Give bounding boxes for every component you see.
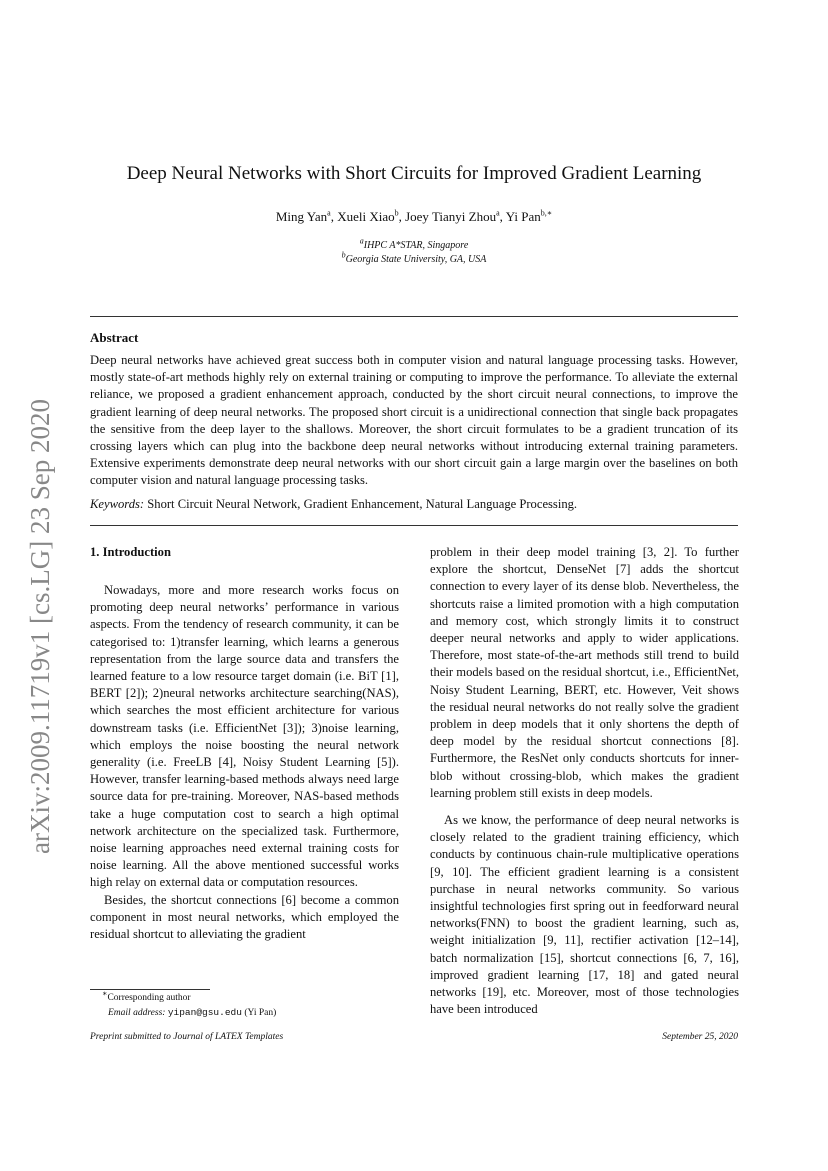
affiliation-text: Georgia State University, GA, USA — [345, 254, 487, 265]
left-column — [90, 582, 399, 943]
affiliation-text: IHPC A*STAR, Singapore — [363, 240, 469, 251]
affiliation-marker: b — [341, 250, 346, 260]
author-name: , Yi Pan — [499, 209, 541, 224]
email-owner: (Yi Pan) — [241, 1008, 277, 1018]
divider — [90, 525, 738, 526]
arxiv-id-text: arXiv:2009.11719v1 [cs.LG] 23 Sep 2020 — [25, 399, 55, 854]
author-name: , Joey Tianyi Zhou — [398, 209, 497, 224]
footnote-rule — [90, 989, 210, 990]
author-list — [60, 209, 768, 225]
abstract-text: Deep neural networks have achieved great success both in computer vision and natural language processing tasks. However, mostly state-of-art methods highly rely on external training or computing to improve the performance. To alleviate the external reliance, we proposed a gradient enhancement approach, conducted by the short circuit neural connections, to improve the gradient learning of deep neural networks. The proposed short circuit is a unidirectional connection that single back propagates the sensitive from the deep layer to the shallows. Moreover, the short circuit formulates to be a gradient truncation of its crossing layers which can plug into the backbone deep neural networks without introducing external training parameters. Extensive experiments demonstrate deep neural networks with our short circuit gain a large margin over the baselines on both computer vision and natural language processing tasks. — [90, 353, 738, 488]
footnote-text: Corresponding author — [107, 993, 191, 1003]
paragraph: Besides, the shortcut connections [6] become a common component in most neural networks, which employed the residual shortcut to alleviating the gradient — [90, 892, 399, 942]
email-label: Email address: — [108, 1008, 166, 1018]
author-name: , Xueli Xiao — [330, 209, 395, 224]
affiliation-marker: a — [496, 208, 500, 218]
affiliation-marker: a — [327, 208, 331, 218]
abstract-heading: Abstract — [90, 330, 139, 345]
paragraph: problem in their deep model training [3, 2]. To further explore the shortcut, DenseNet [7] adds the shortcut connection to every layer of its dense blob. Nevertheless, the shortcuts raise a limited promotion with a high computation and memory cost, which strongly limits it to construct deeper neural networks and apply to wider applications. Therefore, most state-of-the-art methods still trend to build their models based on the residual shortcut, i.e., EfficientNet, Noisy Student Learning, BERT, etc. However, Veit shows the residual neural networks do not really solve the gradient problem in deep models that it only shortens the depth of deep model by the residual shortcut connections [8]. Furthermore, the ResNet only conducts shortcuts for inner-blob without crossing-blob, which makes the gradient learning problem still exists in deep models. — [430, 545, 739, 800]
affiliation — [60, 236, 768, 251]
divider — [90, 316, 738, 317]
right-column — [430, 544, 739, 1018]
paragraph: Nowadays, more and more research works focus on promoting deep neural networks’ performance in various aspects. From the tendency of research community, it can be categorised to: 1)transfer learning, which learns a generous representation from the large source data and transfers the learned feature to a low resource target domain (i.e. BiT [1], BERT [2]); 2)neural networks architecture searching(NAS), which searches the most efficient architecture for various downstream tasks (i.e. EfficientNet [3]); 3)noise learning, which employs the noise boosting the neural network generality (i.e. FreeLB [4], Noisy Student Learning [5]). However, transfer learning-based methods always need large source data for pre-training. Moreover, NAS-based methods take a huge computation cost to search a high optimal network architecture on the specialized task. Furthermore, noise learning approaches need external training costs for noise learning. All the above mentioned successful works high relay on external data or computation resources. — [90, 583, 399, 890]
keywords — [90, 497, 738, 512]
affiliation-marker: b — [394, 208, 399, 218]
footnote-corresponding — [102, 988, 191, 1003]
paper-title: Deep Neural Networks with Short Circuits for Improved Gradient Learning — [126, 163, 702, 184]
footnote-marker: ∗ — [102, 988, 108, 998]
affiliation — [60, 250, 768, 265]
footnote-email — [108, 1007, 276, 1018]
keywords-text: Short Circuit Neural Network, Gradient Enhancement, Natural Language Processing. — [147, 497, 578, 511]
section-heading: 1. Introduction — [90, 545, 171, 559]
keywords-label: Keywords: — [90, 497, 145, 511]
footer-journal: Preprint submitted to Journal of LATEX Templates — [90, 1032, 284, 1042]
affiliation-marker: b,∗ — [540, 208, 553, 218]
paragraph: As we know, the performance of deep neural networks is closely related to the gradient training efficiency, which conducts by continuous chain-rule multiplicative operations [9, 10]. The efficient gradient learning is a consistent purchase in neural networks community. So various insightful technologies first spring out in feedforward neural networks(FNN) to boost the gradient learning, such as, weight initialization [9, 11], rectifier activation [12–14], batch normalization [15], shortcut connections [6, 7, 16], improved gradient learning [17, 18] and gated neural networks [19], etc. Moreover, most of those technologies have been introduced — [430, 813, 739, 1017]
arxiv-identifier — [5, 360, 69, 860]
footer-date: September 25, 2020 — [662, 1032, 738, 1042]
email-address: yipan@gsu.edu — [167, 1007, 242, 1018]
affiliation-marker: a — [359, 236, 364, 246]
author-name: Ming Yan — [275, 209, 328, 224]
